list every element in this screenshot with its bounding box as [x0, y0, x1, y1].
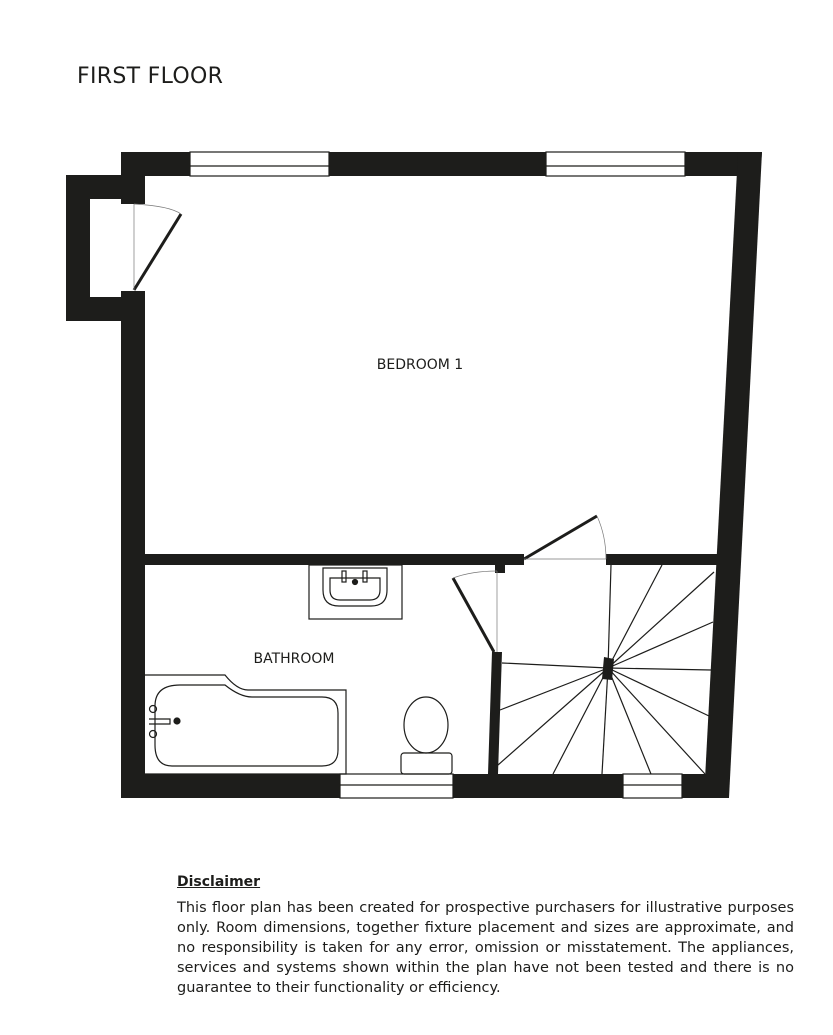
toilet — [401, 697, 452, 774]
bath-drain-icon — [174, 718, 180, 724]
sink-drain-icon — [353, 580, 358, 585]
sink-tap-right-icon — [363, 571, 367, 582]
interior-walls — [145, 554, 718, 774]
window-top-right — [546, 152, 685, 176]
door-bathroom — [453, 571, 497, 652]
door-bedroom — [524, 516, 606, 559]
disclaimer — [177, 872, 794, 998]
room-label-bedroom: BEDROOM 1 — [376, 357, 464, 373]
window-bathroom — [340, 774, 453, 798]
doors — [134, 204, 606, 652]
bath-faucet-icon — [149, 719, 170, 724]
staircase — [498, 565, 714, 774]
toilet-bowl-icon — [404, 697, 448, 753]
floor-title: FIRST FLOOR — [77, 64, 224, 89]
room-label-bathroom: BATHROOM — [253, 651, 335, 667]
bath — [145, 675, 346, 774]
disclaimer-heading: Disclaimer — [177, 874, 261, 890]
sink-tap-left-icon — [342, 571, 346, 582]
toilet-cistern-icon — [401, 753, 452, 774]
disclaimer-text: This floor plan has been created for prospective purchasers for illustrative purposes only. Room dimensions, together fixture placement and sizes are approximate, and no responsibility is taken for any error, omission or misstatement. The appliances, services and systems shown within the plan have not been tested and there is no guarantee to their functionality or efficiency. — [177, 900, 794, 996]
door-closet — [134, 204, 181, 290]
window-stairs — [623, 774, 682, 798]
sink — [309, 565, 402, 619]
window-top-left — [190, 152, 329, 176]
